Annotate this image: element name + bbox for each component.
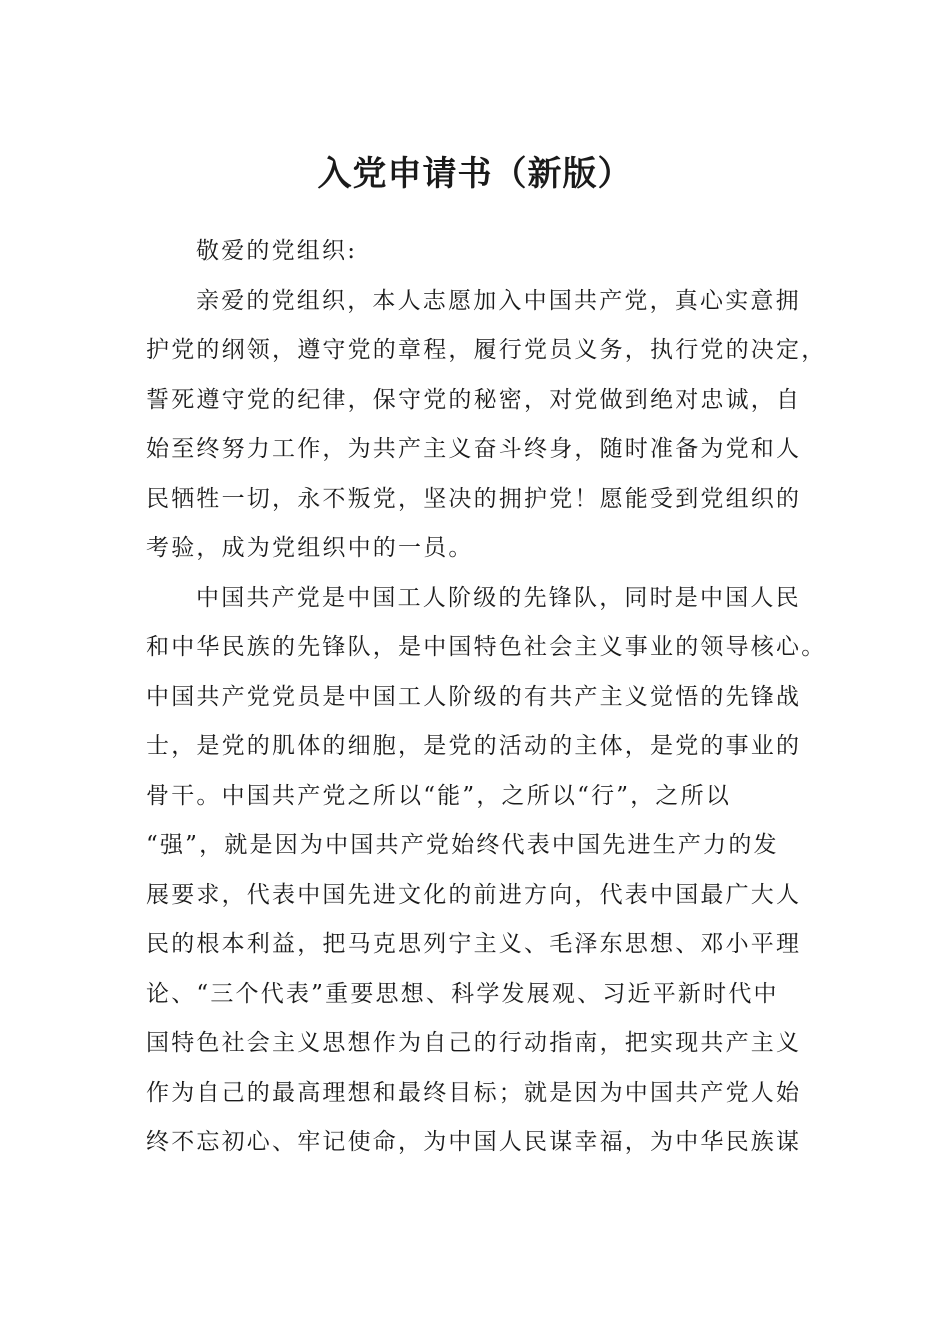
paragraph-line: 骨干。中国共产党之所以“能”，之所以“行”，之所以 bbox=[146, 782, 732, 809]
paragraph-line: “强”，就是因为中国共产党始终代表中国先进生产力的发 bbox=[146, 832, 779, 858]
document-title: 入党申请书（新版） bbox=[317, 154, 633, 194]
paragraph-line: 终不忘初心、牢记使命，为中国人民谋幸福，为中华民族谋 bbox=[146, 1129, 802, 1155]
paragraph-line: 考验，成为党组织中的一员。 bbox=[146, 535, 474, 561]
paragraph-line: 民的根本利益，把马克思列宁主义、毛泽东思想、邓小平理 bbox=[146, 931, 802, 957]
paragraph-line: 士，是党的肌体的细胞，是党的活动的主体，是党的事业的 bbox=[146, 733, 802, 759]
paragraph-line: 民牺牲一切，永不叛党，坚决的拥护党！愿能受到党组织的 bbox=[146, 485, 802, 512]
paragraph-line: 中国共产党党员是中国工人阶级的有共产主义觉悟的先锋战 bbox=[146, 683, 802, 710]
paragraph-line: 护党的纲领，遵守党的章程，履行党员义务，执行党的决定， bbox=[146, 337, 827, 363]
paragraph-1 bbox=[146, 277, 827, 574]
paragraph-line: 作为自己的最高理想和最终目标；就是因为中国共产党人始 bbox=[146, 1079, 802, 1106]
paragraph-line: 论、“三个代表”重要思想、科学发展观、习近平新时代中 bbox=[146, 980, 779, 1007]
paragraph-2 bbox=[146, 574, 827, 1168]
paragraph-line: 国特色社会主义思想作为自己的行动指南，把实现共产主义 bbox=[146, 1030, 802, 1056]
paragraph-line: 亲爱的党组织，本人志愿加入中国共产党，真心实意拥 bbox=[196, 287, 801, 314]
document-body bbox=[146, 227, 827, 1168]
paragraph-line: 展要求，代表中国先进文化的前进方向，代表中国最广大人 bbox=[146, 881, 802, 908]
paragraph-line: 誓死遵守党的纪律，保守党的秘密，对党做到绝对忠诚，自 bbox=[146, 386, 802, 413]
greeting: 敬爱的党组织: bbox=[196, 238, 358, 264]
paragraph-line: 始至终努力工作，为共产主义奋斗终身，随时准备为党和人 bbox=[146, 436, 802, 462]
paragraph-line: 和中华民族的先锋队，是中国特色社会主义事业的领导核心。 bbox=[146, 634, 827, 660]
paragraph-line: 中国共产党是中国工人阶级的先锋队，同时是中国人民 bbox=[196, 584, 801, 611]
